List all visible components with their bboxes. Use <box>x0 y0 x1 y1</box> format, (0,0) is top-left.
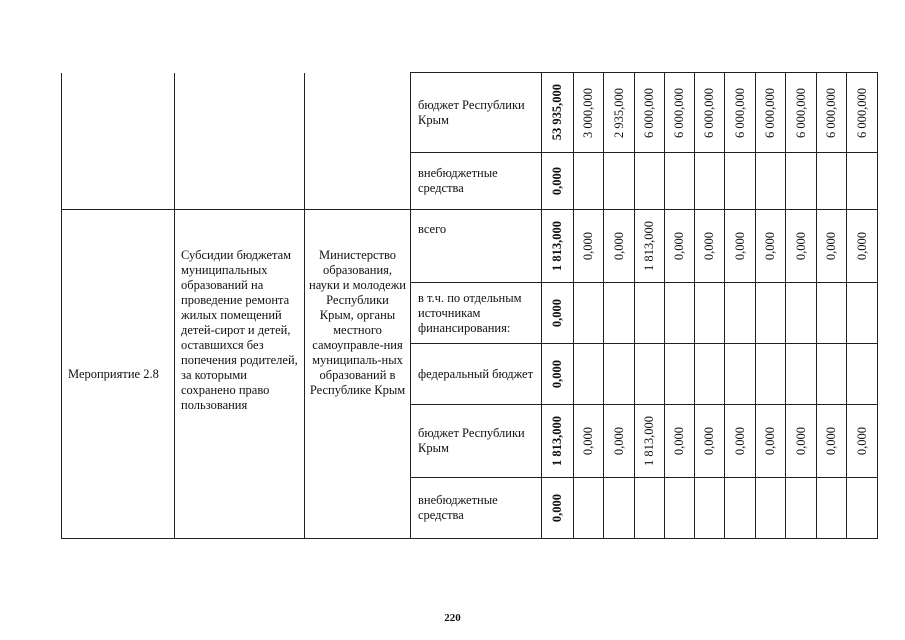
year-cell-value: 0,000 <box>854 426 869 456</box>
year-cell <box>604 73 635 153</box>
year-cell-value: 6 000,000 <box>642 87 656 138</box>
year-cell-value: 0,000 <box>611 231 626 261</box>
funding-source: внебюджетные средства <box>411 153 542 210</box>
financing-table <box>61 72 878 539</box>
empty-cell <box>175 73 305 210</box>
total-cell <box>542 344 574 405</box>
year-cell <box>786 283 817 344</box>
year-cell-value: 2 935,000 <box>611 87 626 138</box>
year-cell-value: 6 000,000 <box>854 87 869 138</box>
total-cell-value: 53 935,000 <box>550 84 564 141</box>
year-cell-value: 0,000 <box>581 426 595 456</box>
year-cell-value: 3 000,000 <box>581 87 595 138</box>
year-cell-value: 0,000 <box>702 231 716 261</box>
year-cell <box>574 210 604 283</box>
year-cell-value: 1 813,000 <box>642 416 656 466</box>
year-cell-value: 6 000,000 <box>824 87 838 138</box>
year-cell <box>695 210 725 283</box>
year-cell <box>604 344 635 405</box>
year-cell <box>635 153 665 210</box>
year-cell-value: 0,000 <box>611 426 626 456</box>
year-cell <box>725 153 756 210</box>
year-cell <box>574 405 604 478</box>
year-cell-value: 0,000 <box>702 426 716 456</box>
total-cell <box>542 73 574 153</box>
year-cell <box>635 344 665 405</box>
responsible-organization: Министерство образования, науки и молодежи Республики Крым, органы местного самоуправле-ния муниципаль-ных образований в Республике Крым <box>305 210 411 539</box>
year-cell-value: 0,000 <box>854 231 869 261</box>
year-cell <box>725 478 756 539</box>
year-cell <box>817 73 847 153</box>
year-cell <box>695 478 725 539</box>
year-cell-value: 0,000 <box>793 426 808 456</box>
table-row <box>62 210 878 283</box>
year-cell <box>635 283 665 344</box>
year-cell <box>665 283 695 344</box>
year-cell <box>756 210 786 283</box>
year-cell-value: 0,000 <box>763 231 777 261</box>
funding-source: в т.ч. по отдельным источникам финансирования: <box>411 283 542 344</box>
year-cell <box>847 153 878 210</box>
year-cell <box>725 73 756 153</box>
total-cell-value: 0,000 <box>550 359 564 389</box>
total-cell <box>542 283 574 344</box>
year-cell <box>817 478 847 539</box>
year-cell <box>635 405 665 478</box>
year-cell-value: 6 000,000 <box>793 87 808 138</box>
year-cell <box>665 405 695 478</box>
year-cell <box>817 405 847 478</box>
year-cell <box>695 405 725 478</box>
year-cell <box>635 210 665 283</box>
year-cell <box>665 73 695 153</box>
year-cell <box>695 344 725 405</box>
table-row <box>62 73 878 153</box>
year-cell <box>665 153 695 210</box>
year-cell-value: 1 813,000 <box>642 221 656 271</box>
year-cell-value: 6 000,000 <box>702 87 716 138</box>
year-cell-value: 6 000,000 <box>763 87 777 138</box>
year-cell <box>847 210 878 283</box>
year-cell <box>574 73 604 153</box>
total-cell <box>542 210 574 283</box>
year-cell <box>665 478 695 539</box>
year-cell-value: 0,000 <box>672 231 686 261</box>
year-cell <box>635 73 665 153</box>
year-cell <box>635 478 665 539</box>
total-cell-value: 1 813,000 <box>550 221 564 271</box>
year-cell-value: 0,000 <box>672 426 686 456</box>
event-description: Субсидии бюджетам муниципальных образований на проведение ремонта жилых помещений детей-сирот и детей, оставшихся без попечения родителей, за которыми сохранено право пользования <box>175 210 305 539</box>
year-cell <box>756 73 786 153</box>
empty-cell <box>62 73 175 210</box>
year-cell <box>695 73 725 153</box>
total-cell-value: 0,000 <box>550 493 564 523</box>
year-cell <box>756 153 786 210</box>
year-cell <box>695 153 725 210</box>
year-cell <box>786 344 817 405</box>
year-cell-value: 6 000,000 <box>672 87 686 138</box>
year-cell-value: 0,000 <box>581 231 595 261</box>
year-cell <box>604 153 635 210</box>
funding-source: бюджет Республики Крым <box>411 405 542 478</box>
year-cell-value: 0,000 <box>824 231 838 261</box>
total-cell-value: 0,000 <box>550 298 564 328</box>
funding-source: всего <box>411 210 542 283</box>
year-cell <box>756 478 786 539</box>
year-cell <box>604 283 635 344</box>
total-cell-value: 0,000 <box>550 166 564 196</box>
year-cell <box>847 344 878 405</box>
year-cell <box>817 153 847 210</box>
total-cell <box>542 405 574 478</box>
year-cell <box>574 153 604 210</box>
year-cell <box>756 344 786 405</box>
total-cell-value: 1 813,000 <box>550 416 564 466</box>
event-name: Мероприятие 2.8 <box>62 210 175 539</box>
year-cell <box>817 283 847 344</box>
year-cell-value: 0,000 <box>763 426 777 456</box>
year-cell-value: 6 000,000 <box>732 87 747 138</box>
year-cell <box>847 405 878 478</box>
total-cell <box>542 153 574 210</box>
funding-source: внебюджетные средства <box>411 478 542 539</box>
year-cell <box>786 73 817 153</box>
year-cell <box>604 478 635 539</box>
year-cell <box>817 344 847 405</box>
year-cell <box>756 405 786 478</box>
empty-cell <box>305 73 411 210</box>
year-cell <box>725 405 756 478</box>
year-cell <box>847 283 878 344</box>
year-cell <box>665 344 695 405</box>
year-cell <box>786 210 817 283</box>
year-cell-value: 0,000 <box>732 426 747 456</box>
year-cell <box>574 478 604 539</box>
year-cell <box>756 283 786 344</box>
year-cell <box>604 210 635 283</box>
year-cell <box>847 478 878 539</box>
year-cell <box>695 283 725 344</box>
year-cell <box>574 344 604 405</box>
year-cell <box>725 283 756 344</box>
total-cell <box>542 478 574 539</box>
year-cell-value: 0,000 <box>793 231 808 261</box>
funding-source: федеральный бюджет <box>411 344 542 405</box>
year-cell <box>786 478 817 539</box>
year-cell <box>786 405 817 478</box>
year-cell <box>665 210 695 283</box>
year-cell <box>817 210 847 283</box>
year-cell <box>786 153 817 210</box>
page-number: 220 <box>444 612 461 624</box>
year-cell <box>604 405 635 478</box>
year-cell-value: 0,000 <box>824 426 838 456</box>
funding-source: бюджет Республики Крым <box>411 73 542 153</box>
year-cell <box>574 283 604 344</box>
year-cell <box>725 210 756 283</box>
year-cell <box>725 344 756 405</box>
year-cell-value: 0,000 <box>732 231 747 261</box>
year-cell <box>847 73 878 153</box>
